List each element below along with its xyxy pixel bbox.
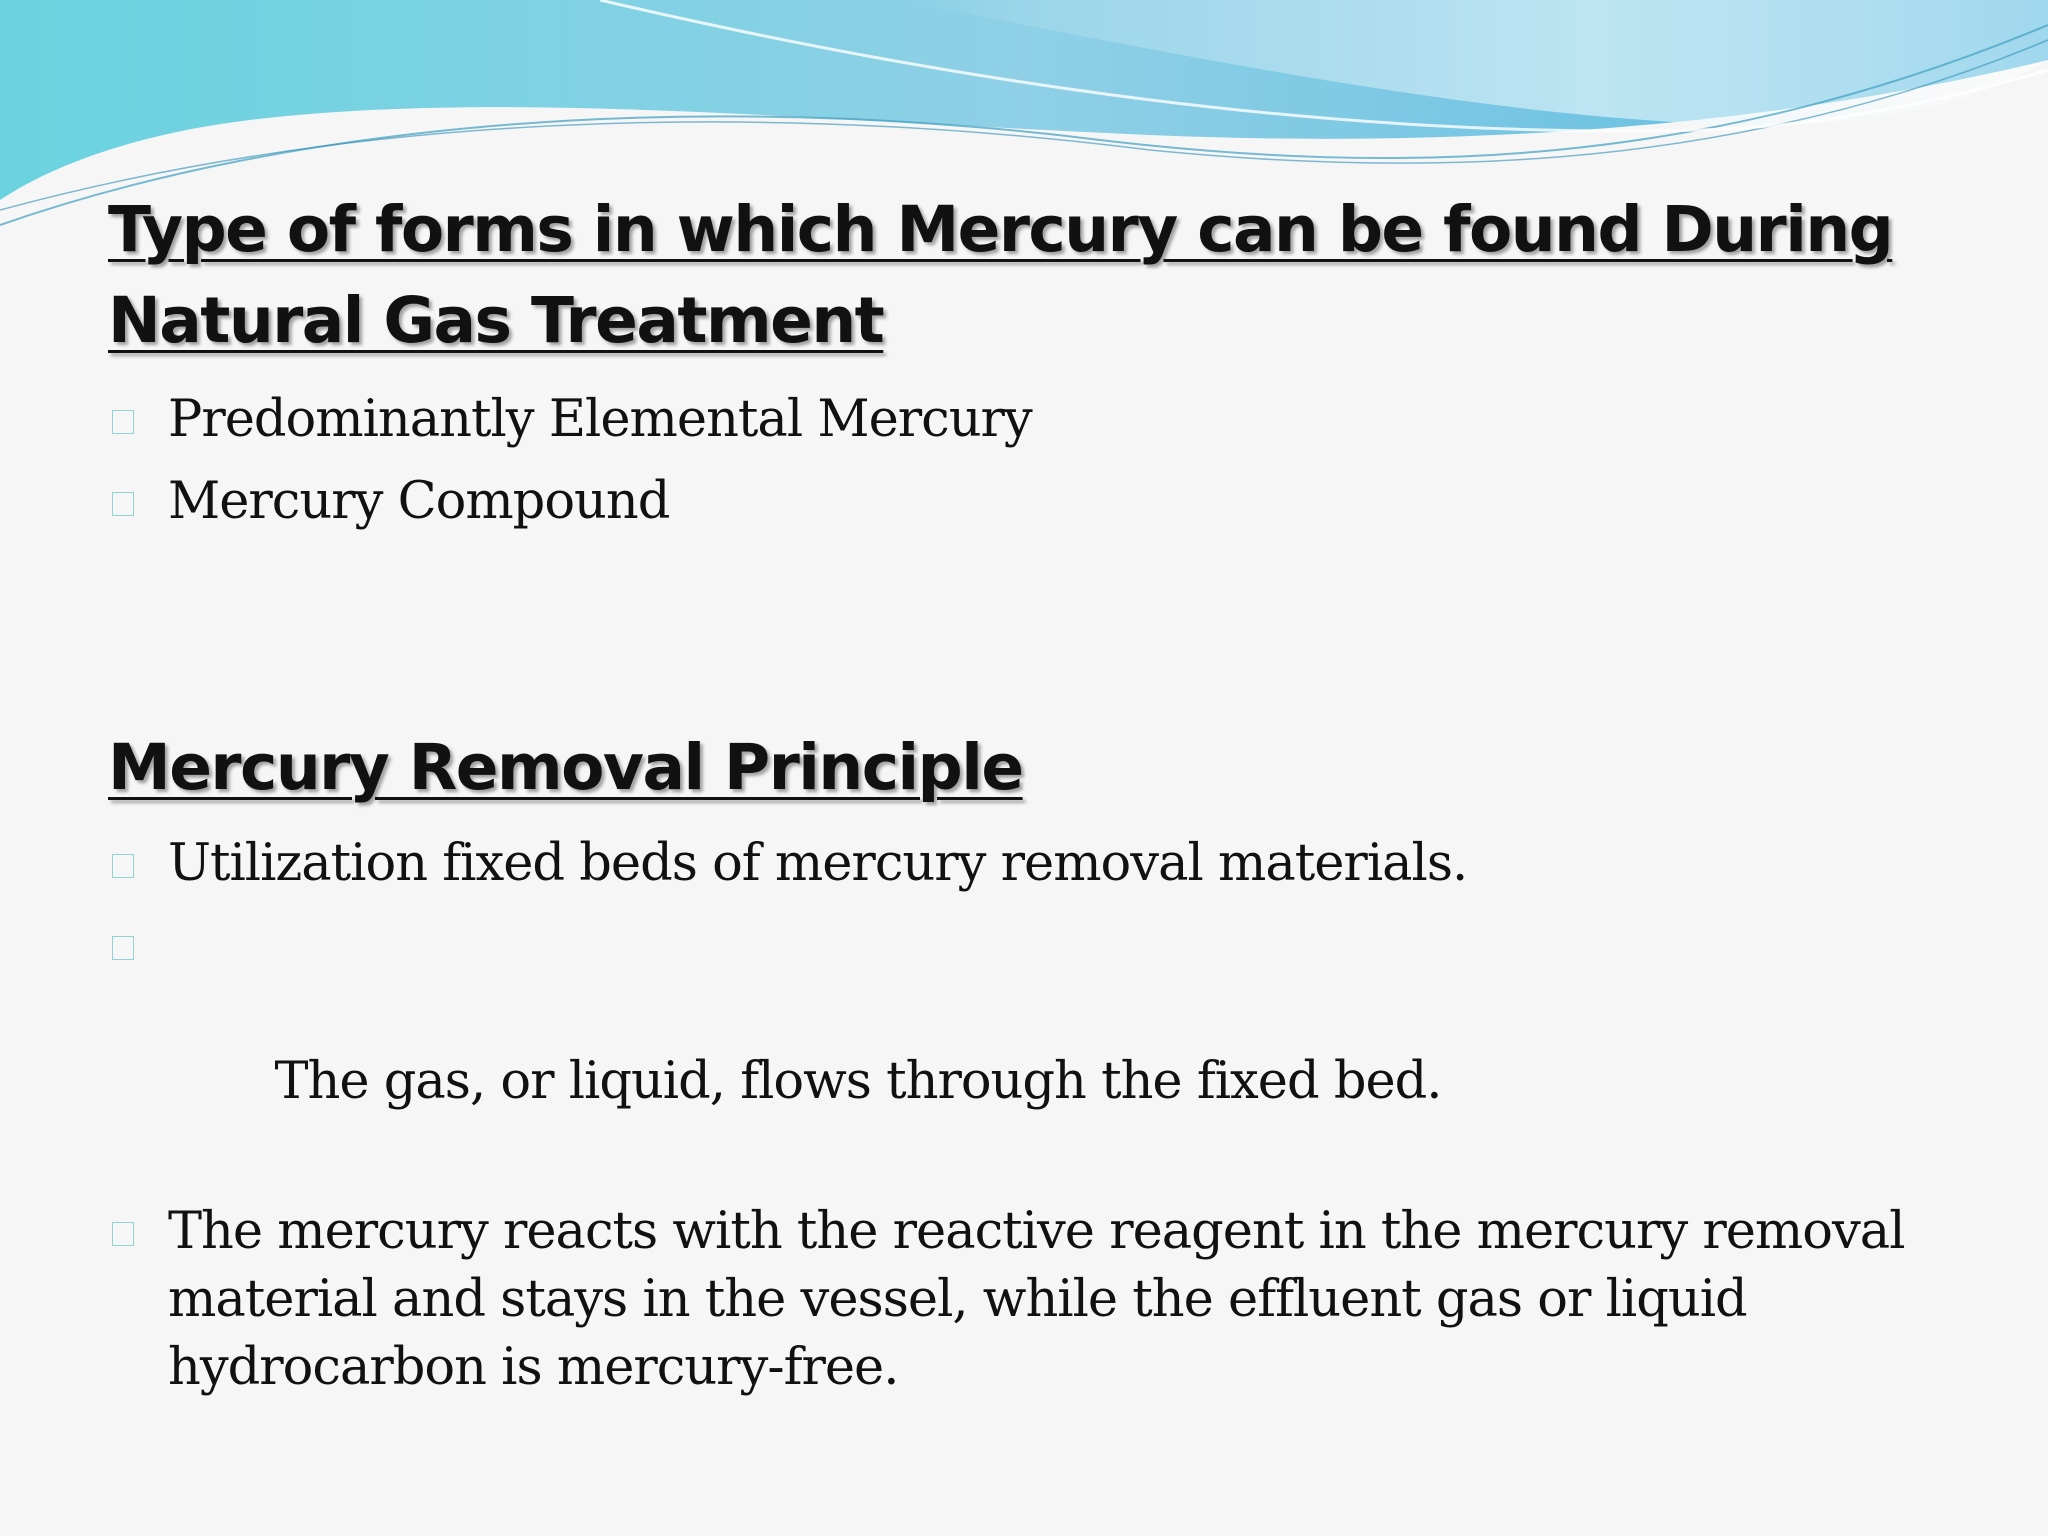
square-outline-icon [112,1222,134,1246]
heading-text: Type of forms in which Mercury can be found During Natural Gas Treatment [108,193,1893,357]
list-item-text: Predominantly Elemental Mercury [168,390,1032,449]
list-item-text: The gas, or liquid, flows through the fixed bed. [259,1052,1442,1111]
square-outline-icon [112,854,134,878]
list-item-text: Utilization fixed beds of mercury removal materials. [168,834,1468,893]
square-outline-icon [112,936,134,960]
section-heading-removal-principle [108,722,1508,813]
list-item [108,1198,1958,1402]
removal-principle-list [108,830,1958,1416]
list-item [108,386,1958,454]
mercury-forms-list [108,386,1958,550]
list-item [108,468,1958,536]
list-item [108,912,1958,1184]
heading-text: Mercury Removal Principle [108,731,1023,804]
list-item [108,830,1958,898]
section-heading-mercury-forms [108,184,1988,366]
list-item-text: Mercury Compound [168,472,670,531]
square-outline-icon [112,492,134,516]
list-item-text: The mercury reacts with the reactive reagent in the mercury removal material and stays in the vessel, while the effluent gas or liquid hydrocarbon is mercury-free. [168,1202,1905,1397]
square-outline-icon [112,410,134,434]
